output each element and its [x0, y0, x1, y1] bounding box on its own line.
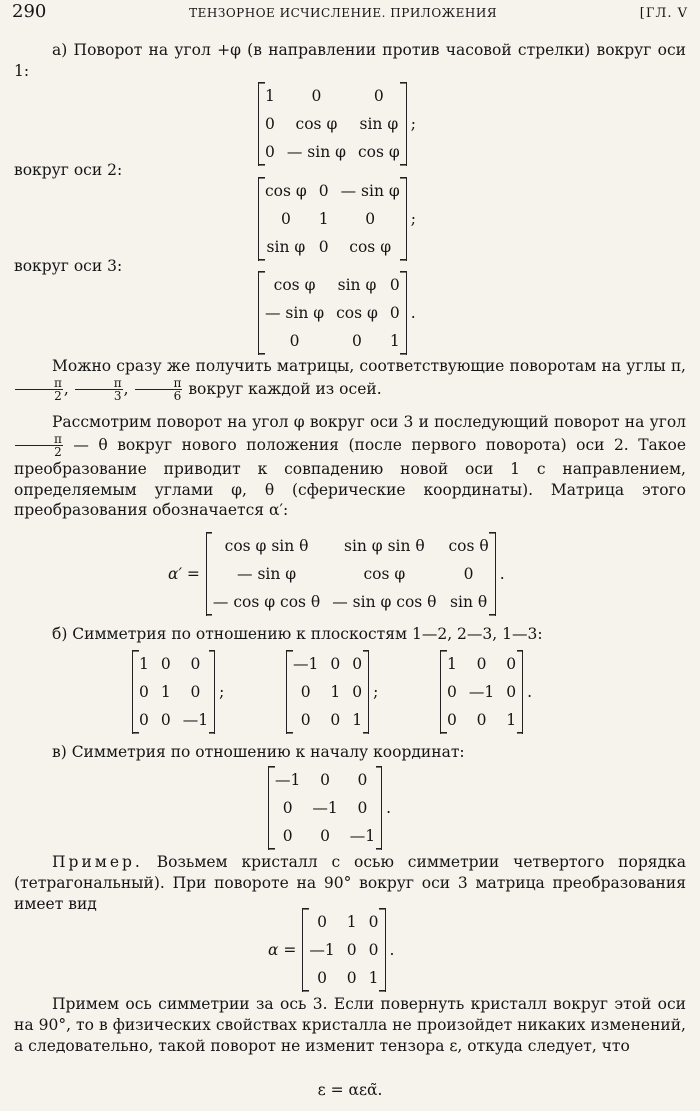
matrix-punct: . [527, 682, 533, 701]
matrix-cell: 1 [346, 912, 357, 931]
matrix-cell: 0 [300, 710, 311, 729]
matrix-punct: . [389, 940, 395, 959]
matrix-cell: 1 [368, 968, 379, 987]
matrix-cell: 0 [352, 682, 363, 701]
matrix-cell: 1 [330, 682, 341, 701]
matrix-cell: 1 [447, 654, 457, 673]
matrix-body [286, 650, 369, 734]
matrix-cell: 0 [190, 654, 201, 673]
matrix-cell: cos φ [349, 237, 392, 256]
matrix-cell: 0 [317, 968, 328, 987]
matrix-body [440, 650, 523, 734]
fraction-pi-2b: $\frac{\pi}{2}$ [15, 433, 63, 459]
matrix-cell: —1 [312, 798, 338, 817]
matrix-cell: 0 [346, 940, 357, 959]
matrix-cell: —1 [182, 710, 209, 729]
matrix-punct: ; [410, 114, 416, 133]
paragraph-example [14, 852, 686, 914]
example-lead: Пример. [52, 853, 143, 871]
matrix-cell: 1 [506, 710, 517, 729]
fraction-pi-3: $\frac{\pi}{3}$ [75, 377, 123, 403]
matrix-cell: cos φ [265, 181, 307, 200]
matrix-cell: 0 [476, 654, 487, 673]
matrix-cell: 0 [318, 237, 329, 256]
paragraph-b: б) Симметрия по отношению к плоскостям 1—2, 2—3, 1—3: [52, 625, 543, 643]
final-equation: ε = αεα̃. [317, 1081, 383, 1099]
matrix-inversion [268, 766, 391, 850]
matrix-cell: 0 [282, 798, 293, 817]
matrix-cell: 0 [389, 303, 400, 322]
fraction-pi-2: $\frac{\pi}{2}$ [15, 377, 63, 403]
consider-text-1: Рассмотрим поворот на угол φ вокруг оси 3 и последующий поворот на угол [52, 413, 686, 431]
matrix-cell: 0 [506, 682, 517, 701]
matrix-cell: sin φ [337, 275, 377, 294]
matrix-cell: 0 [320, 770, 330, 789]
matrix-body [268, 766, 382, 850]
example-text: Возьмем кристалл с осью симметрии четвертого порядка (тетрагональный). При повороте на 90° вокруг оси 3 матрица преобразования имеет вид [14, 853, 686, 913]
matrix-cell: 0 [320, 826, 330, 845]
matrix-rot-axis2 [258, 177, 416, 261]
page-number: 290 [12, 1, 47, 22]
matrix-cell: 0 [160, 654, 171, 673]
paragraph-consider [14, 412, 686, 521]
matrix-cell: 0 [300, 682, 311, 701]
matrix-cell: — sin φ [286, 142, 346, 161]
matrix-cell: 0 [311, 86, 322, 105]
paragraph-final: Примем ось симметрии за ось 3. Если повернуть кристалл вокруг этой оси на 90°, то в физических свойствах кристалла не произойдет никаких изменений, а следовательно, такой поворот не изменит тензора ε, откуда следует, что [14, 995, 686, 1055]
matrix-body [258, 82, 407, 166]
matrix-cell: 0 [447, 710, 457, 729]
matrix-cell: 0 [160, 710, 171, 729]
paragraph-a: а) Поворот на угол +φ (в направлении против часовой стрелки) вокруг оси 1: [14, 41, 686, 80]
matrix-cell: 0 [265, 114, 275, 133]
matrix-cell: sin φ [266, 237, 306, 256]
matrix-cell: sin φ [359, 114, 399, 133]
matrix-cell: 0 [357, 770, 368, 789]
matrix-cell: sin φ sin θ [343, 536, 425, 555]
matrix-cell: 1 [352, 710, 363, 729]
matrix-cell: 0 [346, 968, 357, 987]
matrix-body [206, 532, 496, 616]
matrix-cell: — sin φ [340, 181, 400, 200]
label-axis-2: вокруг оси 2: [14, 161, 123, 179]
matrix-cell: sin θ [450, 592, 488, 611]
matrix-sym-13 [440, 650, 532, 734]
matrix-body [258, 271, 407, 355]
matrix-cell: 0 [265, 142, 275, 161]
matrix-cell: —1 [293, 654, 319, 673]
matrix-label: α′ = [168, 564, 200, 583]
paragraph-immediate: Можно сразу же получить матрицы, соответствующие поворотам на углы π, $\frac{\pi}{2}$ , $\frac{\pi}{3}$ , $\frac{\pi}{6}$ вокруг каждой из осей. [14, 356, 686, 403]
matrix-cell: — cos φ cos θ [212, 592, 321, 611]
matrix-punct: . [499, 564, 505, 583]
matrix-cell: 0 [280, 209, 291, 228]
matrix-cell: 1 [318, 209, 329, 228]
matrix-punct: ; [219, 682, 225, 701]
matrix-cell: 0 [330, 710, 341, 729]
running-title: ТЕНЗОРНОЕ ИСЧИСЛЕНИЕ. ПРИЛОЖЕНИЯ [189, 6, 498, 20]
matrix-punct: ; [410, 209, 416, 228]
matrix-cell: 0 [289, 331, 300, 350]
matrix-cell: 0 [352, 331, 362, 350]
immediate-text-2: вокруг каждой из осей. [183, 379, 382, 398]
matrix-cell: cos θ [448, 536, 489, 555]
matrix-cell: — sin φ [237, 564, 297, 583]
matrix-body [258, 177, 407, 261]
matrix-punct: ; [373, 682, 379, 701]
matrix-cell: 0 [357, 798, 368, 817]
consider-text-2: — θ вокруг нового положения (после первого поворота) оси 2. Такое преобразование приводит к совпадению новой оси 1 с направлением, определяемым углами φ, θ (сферические координаты). Матрица этого преобразования обозначается α′: [14, 435, 686, 520]
matrix-cell: 0 [447, 682, 457, 701]
matrix-cell: cos φ [363, 564, 406, 583]
matrix-cell: —1 [275, 770, 301, 789]
matrix-cell: cos φ sin θ [224, 536, 309, 555]
matrix-punct: . [410, 303, 416, 322]
matrix-cell: 0 [506, 654, 517, 673]
fraction-pi-6: $\frac{\pi}{6}$ [135, 377, 183, 403]
matrix-cell: 0 [330, 654, 341, 673]
matrix-cell: 0 [139, 682, 149, 701]
matrix-sym-12 [132, 650, 224, 734]
matrix-cell: —1 [468, 682, 495, 701]
matrix-cell: 0 [318, 181, 329, 200]
matrix-cell: — sin φ [265, 303, 325, 322]
matrix-cell: cos φ [273, 275, 316, 294]
matrix-body [132, 650, 215, 734]
matrix-cell: cos φ [295, 114, 338, 133]
matrix-cell: —1 [309, 940, 335, 959]
matrix-cell: 0 [368, 912, 379, 931]
matrix-cell: 0 [139, 710, 149, 729]
matrix-cell: 0 [352, 654, 363, 673]
matrix-rot-axis3 [258, 271, 416, 355]
matrix-cell: 1 [139, 654, 149, 673]
chapter-ref: [ГЛ. V [639, 6, 688, 21]
matrix-cell: — sin φ cos θ [332, 592, 437, 611]
label-axis-3: вокруг оси 3: [14, 257, 123, 275]
matrix-rot-axis1 [258, 82, 416, 166]
matrix-cell: —1 [349, 826, 376, 845]
matrix-cell: 0 [389, 275, 400, 294]
matrix-cell: cos φ [336, 303, 378, 322]
matrix-label: α = [268, 940, 297, 959]
immediate-text-1: Можно сразу же получить матрицы, соответствующие поворотам на углы π, [52, 357, 686, 375]
matrix-punct: . [386, 798, 392, 817]
matrix-cell: 0 [365, 209, 376, 228]
page-header [12, 0, 688, 24]
matrix-cell: 0 [317, 912, 328, 931]
matrix-alpha-90 [268, 908, 394, 992]
matrix-cell: 1 [160, 682, 171, 701]
matrix-sym-23 [286, 650, 378, 734]
matrix-alpha-prime [168, 532, 505, 616]
paragraph-v: в) Симметрия по отношению к началу координат: [52, 743, 465, 761]
matrix-cell: 0 [282, 826, 293, 845]
matrix-cell: 0 [373, 86, 384, 105]
matrix-cell: 0 [368, 940, 379, 959]
matrix-cell: 1 [389, 331, 400, 350]
matrix-cell: 1 [265, 86, 275, 105]
matrix-cell: 0 [190, 682, 201, 701]
matrix-cell: 0 [463, 564, 474, 583]
matrix-body [302, 908, 385, 992]
matrix-cell: 0 [476, 710, 487, 729]
matrix-cell: cos φ [357, 142, 400, 161]
